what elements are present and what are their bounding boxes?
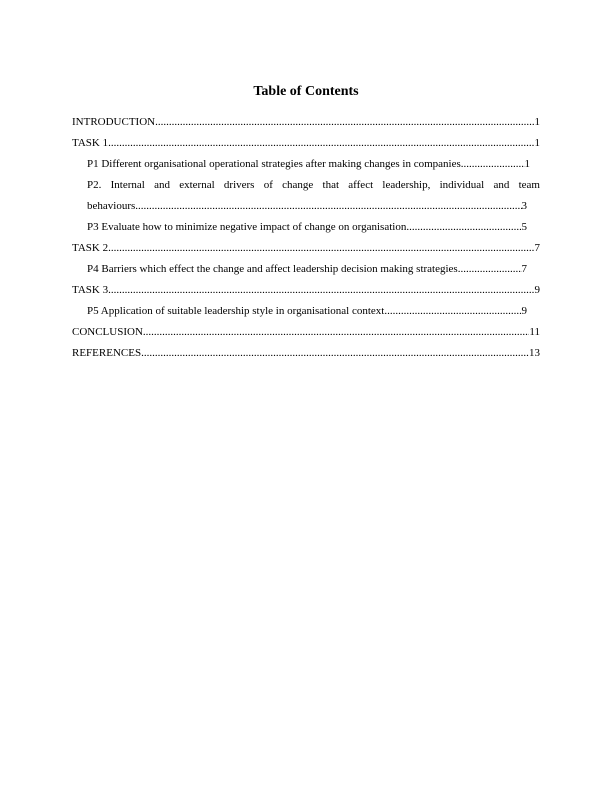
- toc-leader-dots: [384, 304, 521, 319]
- toc-entry-label: CONCLUSION: [72, 326, 143, 338]
- toc-entry-label: P5 Application of suitable leadership style in organisational context: [87, 305, 385, 317]
- toc-leader-dots: [143, 325, 530, 340]
- toc-leader-dots: [461, 157, 525, 172]
- toc-entry-label: TASK 1: [72, 137, 109, 149]
- toc-entry-introduction[interactable]: [72, 113, 540, 134]
- toc-entry-page: 1: [534, 116, 540, 128]
- toc-entry-page: 3: [521, 200, 527, 212]
- toc-leader-dots: [135, 199, 521, 214]
- toc-entry-page: 5: [521, 221, 527, 233]
- toc-entry-label: behaviours: [87, 200, 136, 212]
- toc-entry-task-3[interactable]: [72, 281, 540, 302]
- toc-entry-page: 11: [529, 326, 540, 338]
- toc-entry-label: P3 Evaluate how to minimize negative impact of change on organisation: [87, 221, 407, 233]
- toc-list: [72, 113, 540, 365]
- toc-title: Table of Contents: [253, 84, 359, 99]
- toc-entry-p5[interactable]: [72, 302, 527, 323]
- toc-leader-dots: [108, 283, 534, 298]
- toc-entry-references[interactable]: [72, 344, 540, 365]
- toc-entry-p1[interactable]: [72, 155, 530, 176]
- toc-leader-dots: [108, 241, 534, 256]
- toc-entry-page: 13: [529, 347, 540, 359]
- toc-entry-label: P1 Different organisational operational strategies after making changes in companies: [87, 158, 461, 170]
- toc-entry-p3[interactable]: [72, 218, 527, 239]
- toc-entry-task-1[interactable]: [72, 134, 540, 155]
- toc-leader-dots: [108, 136, 534, 151]
- toc-entry-page: 9: [534, 284, 540, 296]
- toc-entry-page: 1: [524, 158, 530, 170]
- toc-leader-dots: [141, 346, 529, 361]
- toc-entry-label: TASK 3: [72, 284, 109, 296]
- toc-entry-page: 1: [534, 137, 540, 149]
- toc-entry-label: P2. Internal and external drivers of change that affect leadership, individual and team: [87, 179, 540, 191]
- toc-leader-dots: [458, 262, 522, 277]
- toc-entry-p2[interactable]: [72, 176, 540, 197]
- toc-entry-label: P4 Barriers which effect the change and affect leadership decision making strategies: [87, 263, 458, 275]
- toc-leader-dots: [406, 220, 521, 235]
- toc-entry-page: 7: [521, 263, 527, 275]
- toc-entry-p2-continued[interactable]: [72, 197, 527, 218]
- toc-entry-label: TASK 2: [72, 242, 109, 254]
- toc-entry-p4[interactable]: [72, 260, 527, 281]
- toc-entry-page: 7: [534, 242, 540, 254]
- toc-entry-label: REFERENCES: [72, 347, 142, 359]
- toc-entry-page: 9: [521, 305, 527, 317]
- toc-entry-label: INTRODUCTION: [72, 116, 156, 128]
- toc-entry-conclusion[interactable]: [72, 323, 540, 344]
- toc-leader-dots: [155, 115, 534, 130]
- toc-entry-task-2[interactable]: [72, 239, 540, 260]
